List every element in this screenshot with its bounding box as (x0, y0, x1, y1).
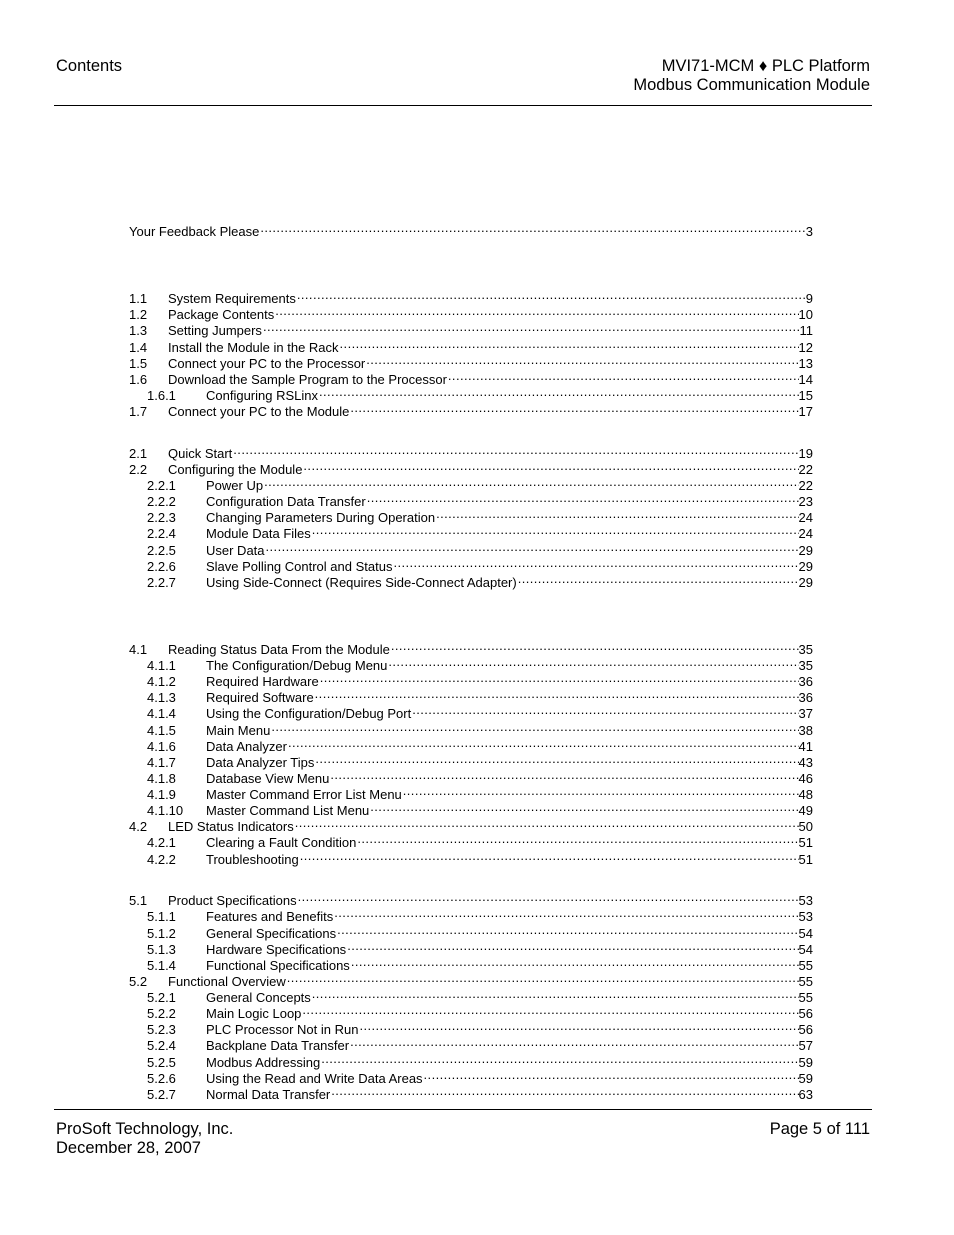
toc-entry[interactable] (129, 938, 813, 957)
toc-entry-number: 4.1.9 (147, 787, 176, 802)
toc-entry-title: System Requirements (168, 291, 296, 306)
toc-entry-title: Your Feedback Please (129, 224, 260, 239)
toc-dot-leader (423, 1067, 799, 1083)
toc-entry[interactable] (129, 506, 813, 525)
toc-entry-number: 2.2.3 (147, 510, 176, 525)
toc-entry[interactable] (129, 490, 813, 509)
toc-entry-page: 56 (798, 1006, 813, 1021)
toc-entry-title: Connect your PC to the Module (168, 404, 350, 419)
toc-dot-leader (319, 670, 799, 686)
toc-entry-page: 14 (798, 372, 813, 387)
toc-entry-number: 4.1.3 (147, 690, 176, 705)
toc-entry-title: Master Command List Menu (206, 803, 370, 818)
toc-dot-leader (392, 555, 798, 571)
toc-entry[interactable] (129, 970, 813, 989)
toc-entry-page: 55 (798, 974, 813, 989)
toc-entry-page: 54 (798, 942, 813, 957)
toc-dot-leader (299, 848, 799, 864)
toc-entry-title: Reading Status Data From the Module (168, 642, 390, 657)
company-name: ProSoft Technology, Inc. (56, 1120, 234, 1138)
toc-entry-page: 35 (798, 642, 813, 657)
toc-dot-leader (297, 889, 799, 905)
toc-entry-number: 2.2 (129, 462, 148, 477)
product-line: MVI71-MCM ♦ PLC Platform (661, 57, 870, 75)
toc-dot-leader (314, 686, 799, 702)
toc-entry-number: 5.2.5 (147, 1055, 176, 1070)
toc-entry-page: 22 (798, 478, 813, 493)
toc-dot-leader (294, 815, 799, 831)
toc-entry-page: 29 (798, 575, 813, 590)
toc-entry-number: 5.2.3 (147, 1022, 176, 1037)
toc-dot-leader (435, 506, 798, 522)
toc-entry-page: 59 (798, 1071, 813, 1086)
toc-entry-title: Power Up (206, 478, 264, 493)
toc-entry-number: 4.2 (129, 819, 148, 834)
toc-dot-leader (402, 783, 799, 799)
toc-dot-leader (349, 400, 798, 416)
toc-entry[interactable] (129, 352, 813, 371)
toc-entry-page: 53 (798, 893, 813, 908)
toc-entry-title: Data Analyzer Tips (206, 755, 315, 770)
toc-entry[interactable] (129, 220, 813, 239)
toc-entry[interactable] (129, 539, 813, 558)
toc-entry[interactable] (129, 719, 813, 738)
toc-entry-page: 53 (798, 909, 813, 924)
toc-entry-title: Package Contents (168, 307, 275, 322)
toc-entry-number: 1.4 (129, 340, 148, 355)
header-rule (54, 105, 872, 106)
toc-entry-number: 4.2.1 (147, 835, 176, 850)
toc-entry-number: 2.2.7 (147, 575, 176, 590)
toc-dot-leader (350, 954, 799, 970)
toc-entry-page: 59 (798, 1055, 813, 1070)
toc-entry-title: Configuring the Module (168, 462, 303, 477)
toc-entry-title: Configuration Data Transfer (206, 494, 366, 509)
toc-entry-number: 4.1.2 (147, 674, 176, 689)
toc-entry-number: 1.6.1 (147, 388, 176, 403)
toc-dot-leader (336, 922, 798, 938)
toc-entry[interactable] (129, 1067, 813, 1086)
toc-entry[interactable] (129, 400, 813, 419)
toc-entry[interactable] (129, 799, 813, 818)
toc-dot-leader (330, 1083, 798, 1099)
toc-entry-page: 43 (798, 755, 813, 770)
toc-entry-title: Data Analyzer (206, 739, 287, 754)
toc-entry[interactable] (129, 319, 813, 338)
toc-entry-title: Changing Parameters During Operation (206, 510, 436, 525)
toc-entry-title: General Specifications (206, 926, 337, 941)
toc-entry-number: 5.2.4 (147, 1038, 176, 1053)
toc-dot-leader (365, 352, 798, 368)
toc-entry-page: 11 (799, 323, 813, 338)
toc-entry[interactable] (129, 474, 813, 493)
toc-entry-number: 2.1 (129, 446, 148, 461)
toc-entry-title: Quick Start (168, 446, 233, 461)
toc-dot-leader (411, 702, 798, 718)
toc-entry-page: 55 (798, 990, 813, 1005)
toc-entry-title: PLC Processor Not in Run (206, 1022, 359, 1037)
toc-entry-number: 5.2.7 (147, 1087, 176, 1102)
toc-entry-page: 51 (798, 852, 813, 867)
toc-entry-number: 5.2 (129, 974, 148, 989)
toc-dot-leader (296, 287, 806, 303)
toc-entry-page: 29 (798, 559, 813, 574)
toc-entry-number: 2.2.4 (147, 526, 176, 541)
toc-entry-title: General Concepts (206, 990, 311, 1005)
toc-entry-title: Clearing a Fault Condition (206, 835, 357, 850)
toc-entry-page: 46 (798, 771, 813, 786)
toc-entry[interactable] (129, 702, 813, 721)
toc-entry-title: Required Software (206, 690, 314, 705)
toc-entry-title: Download the Sample Program to the Processor (168, 372, 447, 387)
toc-entry-number: 4.1.1 (147, 658, 176, 673)
toc-entry[interactable] (129, 767, 813, 786)
toc-dot-leader (517, 571, 799, 587)
toc-entry-title: Backplane Data Transfer (206, 1038, 350, 1053)
toc-entry-title: LED Status Indicators (168, 819, 294, 834)
toc-entry-title: Module Data Files (206, 526, 311, 541)
toc-dot-leader (320, 1051, 798, 1067)
toc-entry[interactable] (129, 638, 813, 657)
toc-entry-page: 24 (798, 510, 813, 525)
toc-entry[interactable] (129, 522, 813, 541)
toc-entry[interactable] (129, 303, 813, 322)
toc-entry-page: 36 (798, 690, 813, 705)
toc-entry-page: 24 (798, 526, 813, 541)
toc-entry[interactable] (129, 986, 813, 1005)
toc-entry-number: 4.1.6 (147, 739, 176, 754)
product-name: Modbus Communication Module (633, 76, 870, 94)
toc-entry[interactable] (129, 889, 813, 908)
toc-entry[interactable] (129, 368, 813, 387)
toc-entry-number: 2.2.2 (147, 494, 176, 509)
toc-entry-title: Functional Specifications (206, 958, 350, 973)
toc-entry[interactable] (129, 751, 813, 770)
toc-entry-page: 36 (798, 674, 813, 689)
toc-dot-leader (329, 767, 798, 783)
toc-entry-title: Main Logic Loop (206, 1006, 302, 1021)
toc-dot-leader (349, 1034, 798, 1050)
toc-dot-leader (356, 831, 798, 847)
toc-entry[interactable] (129, 384, 813, 403)
toc-entry-number: 4.1 (129, 642, 148, 657)
toc-entry-number: 2.2.5 (147, 543, 176, 558)
toc-entry-number: 1.1 (129, 291, 148, 306)
toc-entry-title: Main Menu (206, 723, 271, 738)
toc-entry-title: Slave Polling Control and Status (206, 559, 393, 574)
toc-entry-title: The Configuration/Debug Menu (206, 658, 388, 673)
toc-dot-leader (311, 986, 799, 1002)
toc-entry[interactable] (129, 654, 813, 673)
toc-dot-leader (286, 970, 799, 986)
toc-entry-page: 55 (798, 958, 813, 973)
toc-entry-number: 4.1.5 (147, 723, 176, 738)
toc-entry-page: 63 (798, 1087, 813, 1102)
toc-dot-leader (274, 303, 798, 319)
toc-entry-page: 41 (798, 739, 813, 754)
toc-entry[interactable] (129, 336, 813, 355)
toc-entry-page: 13 (798, 356, 813, 371)
toc-entry-page: 50 (798, 819, 813, 834)
publish-date: December 28, 2007 (56, 1139, 201, 1157)
toc-entry-page: 23 (798, 494, 813, 509)
toc-entry-page: 17 (798, 404, 813, 419)
toc-entry-page: 10 (798, 307, 813, 322)
toc-entry[interactable] (129, 571, 813, 590)
toc-entry[interactable] (129, 1034, 813, 1053)
toc-entry-number: 2.2.6 (147, 559, 176, 574)
toc-entry-title: Setting Jumpers (168, 323, 262, 338)
toc-dot-leader (366, 490, 799, 506)
toc-entry-number: 2.2.1 (147, 478, 176, 493)
toc-entry-title: Using the Configuration/Debug Port (206, 706, 412, 721)
toc-entry-number: 5.2.1 (147, 990, 176, 1005)
toc-entry-number: 4.1.8 (147, 771, 176, 786)
toc-entry-number: 1.6 (129, 372, 148, 387)
toc-dot-leader (387, 654, 798, 670)
toc-entry-title: Modbus Addressing (206, 1055, 321, 1070)
toc-entry-title: Configuring RSLinx (206, 388, 319, 403)
toc-entry[interactable] (129, 670, 813, 689)
toc-entry[interactable] (129, 1018, 813, 1037)
toc-entry-page: 12 (798, 340, 813, 355)
toc-entry[interactable] (129, 905, 813, 924)
toc-entry-page: 19 (798, 446, 813, 461)
toc-entry[interactable] (129, 815, 813, 834)
toc-entry-number: 4.1.4 (147, 706, 176, 721)
toc-entry-page: 15 (798, 388, 813, 403)
toc-entry[interactable] (129, 848, 813, 867)
toc-dot-leader (301, 1002, 798, 1018)
toc-entry[interactable] (129, 954, 813, 973)
toc-dot-leader (265, 539, 799, 555)
toc-entry-title: Master Command Error List Menu (206, 787, 402, 802)
toc-dot-leader (358, 1018, 798, 1034)
toc-entry-number: 5.1 (129, 893, 148, 908)
toc-entry-page: 49 (798, 803, 813, 818)
toc-entry-number: 1.2 (129, 307, 148, 322)
toc-entry-title: Troubleshooting (206, 852, 299, 867)
toc-dot-leader (232, 442, 798, 458)
toc-dot-leader (262, 319, 800, 335)
toc-entry[interactable] (129, 1051, 813, 1070)
toc-entry-number: 4.2.2 (147, 852, 176, 867)
running-header-product (633, 57, 870, 95)
toc-entry-page: 56 (798, 1022, 813, 1037)
toc-entry-title: Product Specifications (168, 893, 297, 908)
toc-entry-page: 57 (798, 1038, 813, 1053)
toc-entry-number: 1.5 (129, 356, 148, 371)
toc-entry-title: Install the Module in the Rack (168, 340, 339, 355)
toc-entry[interactable] (129, 1083, 813, 1102)
toc-entry-title: Required Hardware (206, 674, 319, 689)
toc-entry-number: 5.1.4 (147, 958, 176, 973)
toc-dot-leader (390, 638, 799, 654)
toc-entry-number: 5.1.2 (147, 926, 176, 941)
toc-dot-leader (311, 522, 799, 538)
toc-entry[interactable] (129, 686, 813, 705)
toc-entry-number: 5.1.1 (147, 909, 176, 924)
toc-dot-leader (346, 938, 798, 954)
toc-dot-leader (302, 458, 798, 474)
footer-company-info (56, 1120, 233, 1158)
toc-entry-title: Database View Menu (206, 771, 330, 786)
toc-entry-page: 54 (798, 926, 813, 941)
toc-entry-number: 1.7 (129, 404, 148, 419)
toc-entry-title: Normal Data Transfer (206, 1087, 331, 1102)
toc-dot-leader (318, 384, 799, 400)
toc-entry-number: 4.1.10 (147, 803, 184, 818)
toc-entry-number: 1.3 (129, 323, 148, 338)
running-header-section: Contents (56, 57, 123, 75)
toc-entry-page: 37 (798, 706, 813, 721)
toc-entry-number: 4.1.7 (147, 755, 176, 770)
toc-entry-page: 51 (798, 835, 813, 850)
footer-rule (54, 1109, 872, 1110)
toc-entry[interactable] (129, 555, 813, 574)
toc-entry[interactable] (129, 735, 813, 754)
toc-entry-number: 5.2.2 (147, 1006, 176, 1021)
toc-entry[interactable] (129, 442, 813, 461)
toc-entry-title: Features and Benefits (206, 909, 334, 924)
toc-entry-page: 38 (798, 723, 813, 738)
toc-entry[interactable] (129, 287, 813, 306)
toc-entry[interactable] (129, 1002, 813, 1021)
toc-entry-number: 5.2.6 (147, 1071, 176, 1086)
toc-dot-leader (287, 735, 799, 751)
toc-dot-leader (369, 799, 798, 815)
toc-entry[interactable] (129, 783, 813, 802)
toc-entry-page: 3 (805, 224, 813, 239)
toc-entry-title: User Data (206, 543, 265, 558)
toc-entry-page: 9 (805, 291, 813, 306)
toc-entry-title: Using Side-Connect (Requires Side-Connect Adapter) (206, 575, 517, 590)
toc-entry-page: 48 (798, 787, 813, 802)
toc-dot-leader (339, 336, 799, 352)
toc-entry[interactable] (129, 831, 813, 850)
toc-entry[interactable] (129, 458, 813, 477)
toc-dot-leader (270, 719, 798, 735)
toc-entry-page: 35 (798, 658, 813, 673)
toc-entry[interactable] (129, 922, 813, 941)
toc-entry-title: Hardware Specifications (206, 942, 347, 957)
toc-entry-title: Using the Read and Write Data Areas (206, 1071, 423, 1086)
toc-entry-page: 22 (798, 462, 813, 477)
toc-dot-leader (333, 905, 798, 921)
page-number: Page 5 of 111 (769, 1120, 870, 1138)
toc-entry-title: Connect your PC to the Processor (168, 356, 366, 371)
toc-dot-leader (259, 220, 805, 236)
toc-entry-title: Functional Overview (168, 974, 286, 989)
toc-entry-page: 29 (798, 543, 813, 558)
toc-entry-number: 5.1.3 (147, 942, 176, 957)
toc-dot-leader (314, 751, 798, 767)
toc-dot-leader (263, 474, 798, 490)
toc-dot-leader (447, 368, 799, 384)
